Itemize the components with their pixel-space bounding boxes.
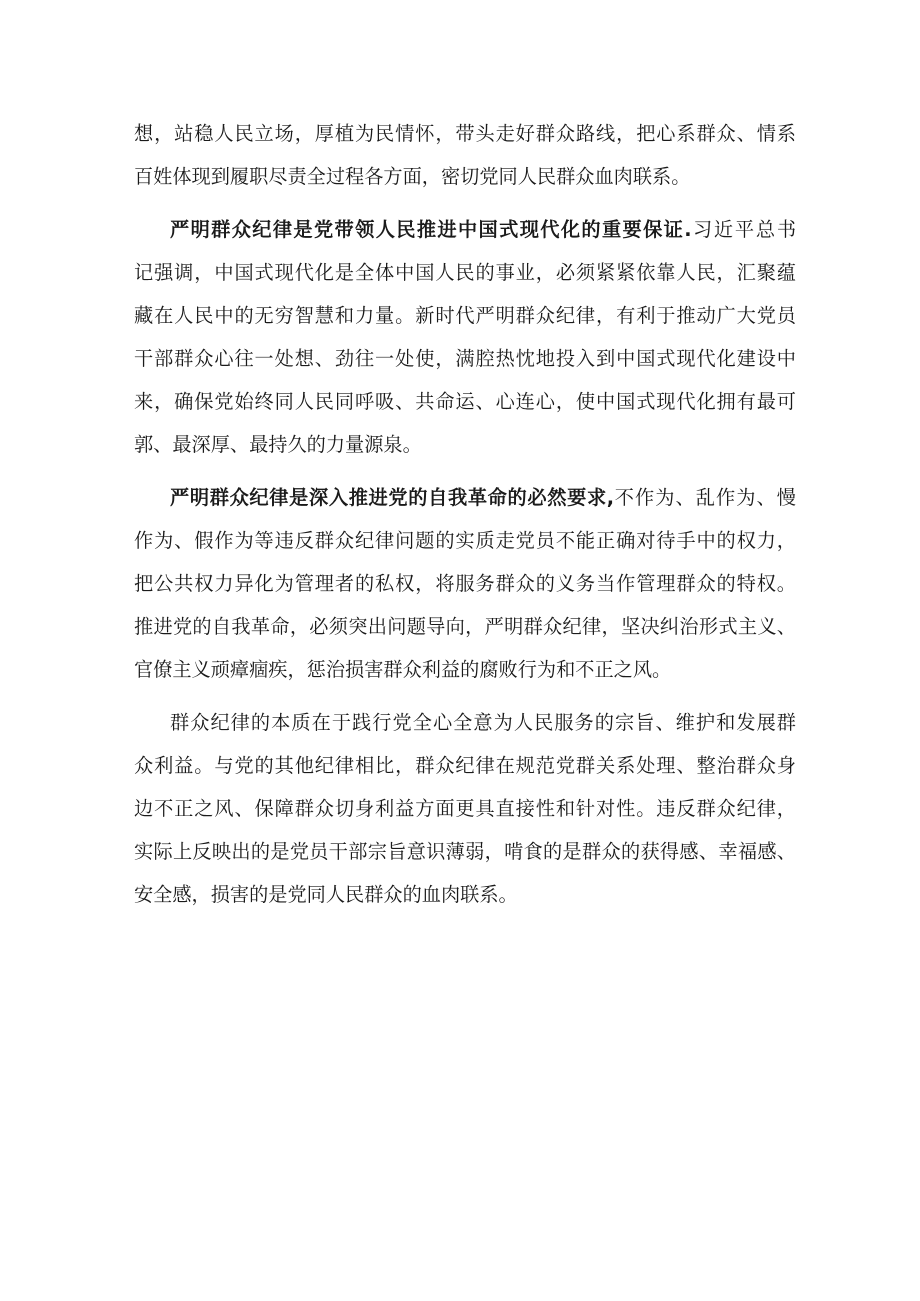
text-line: 推进党的自我革命，必须突出问题导向，严明群众纪律，坚决纠治形式主义、 bbox=[134, 615, 796, 638]
text-line bbox=[134, 208, 796, 251]
paragraph-1 bbox=[134, 112, 796, 198]
text-line: 藏在人民中的无穷智慧和力量。新时代严明群众纪律，有利于推动广大党员 bbox=[134, 304, 796, 327]
text-line: 众利益。与党的其他纪律相比，群众纪律在规范党群关系处理、整治群众身 bbox=[134, 754, 796, 777]
document-body bbox=[134, 112, 796, 926]
text-line: 作为、假作为等违反群众纪律问题的实质走党员不能正确对待手中的权力， bbox=[134, 529, 796, 552]
text-line: 群众纪律的本质在于践行党全心全意为人民服务的宗旨、维护和发展群 bbox=[170, 711, 796, 734]
paragraph-lead-heading: 严明群众纪律是党带领人民推进中国式现代化的重要保证. bbox=[170, 218, 692, 241]
paragraph-3 bbox=[134, 476, 796, 691]
text-line: 边不正之风、保障群众切身利益方面更具直接性和针对性。违反群众纪律， bbox=[134, 797, 796, 820]
paragraph-lead-heading: 严明群众纪律是深入推进党的自我革命的必然要求, bbox=[170, 486, 614, 509]
text-line: 郭、最深厚、最持久的力量源泉。 bbox=[134, 433, 422, 456]
text-line: 把公共权力异化为管理者的私权，将服务群众的义务当作管理群众的特权。 bbox=[134, 572, 796, 595]
paragraph-4 bbox=[134, 701, 796, 916]
text-line: 干部群众心往一处想、劲往一处使，满腔热忱地投入到中国式现代化建设中 bbox=[134, 347, 796, 370]
paragraph-2 bbox=[134, 208, 796, 466]
text-line: 记强调，中国式现代化是全体中国人民的事业，必须紧紧依靠人民，汇聚蕴 bbox=[134, 261, 796, 284]
text-run: 不作为、乱作为、慢 bbox=[613, 486, 796, 509]
text-line: 来，确保党始终同人民同呼吸、共命运、心连心，使中国式现代化拥有最可 bbox=[134, 390, 796, 413]
text-line: 实际上反映出的是党员干部宗旨意识薄弱，啃食的是群众的获得感、幸福感、 bbox=[134, 840, 796, 863]
text-line: 安全感，损害的是党同人民群众的血肉联系。 bbox=[134, 883, 518, 906]
text-line bbox=[134, 476, 796, 519]
text-run: 习近平总书 bbox=[691, 218, 796, 241]
text-line: 想，站稳人民立场，厚植为民情怀，带头走好群众路线，把心系群众、情系 bbox=[134, 122, 796, 145]
text-line: 官僚主义顽瘴痼疾，惩治损害群众利益的腐败行为和不正之风。 bbox=[134, 658, 672, 681]
text-line: 百姓体现到履职尽责全过程各方面，密切党同人民群众血肉联系。 bbox=[134, 165, 691, 188]
